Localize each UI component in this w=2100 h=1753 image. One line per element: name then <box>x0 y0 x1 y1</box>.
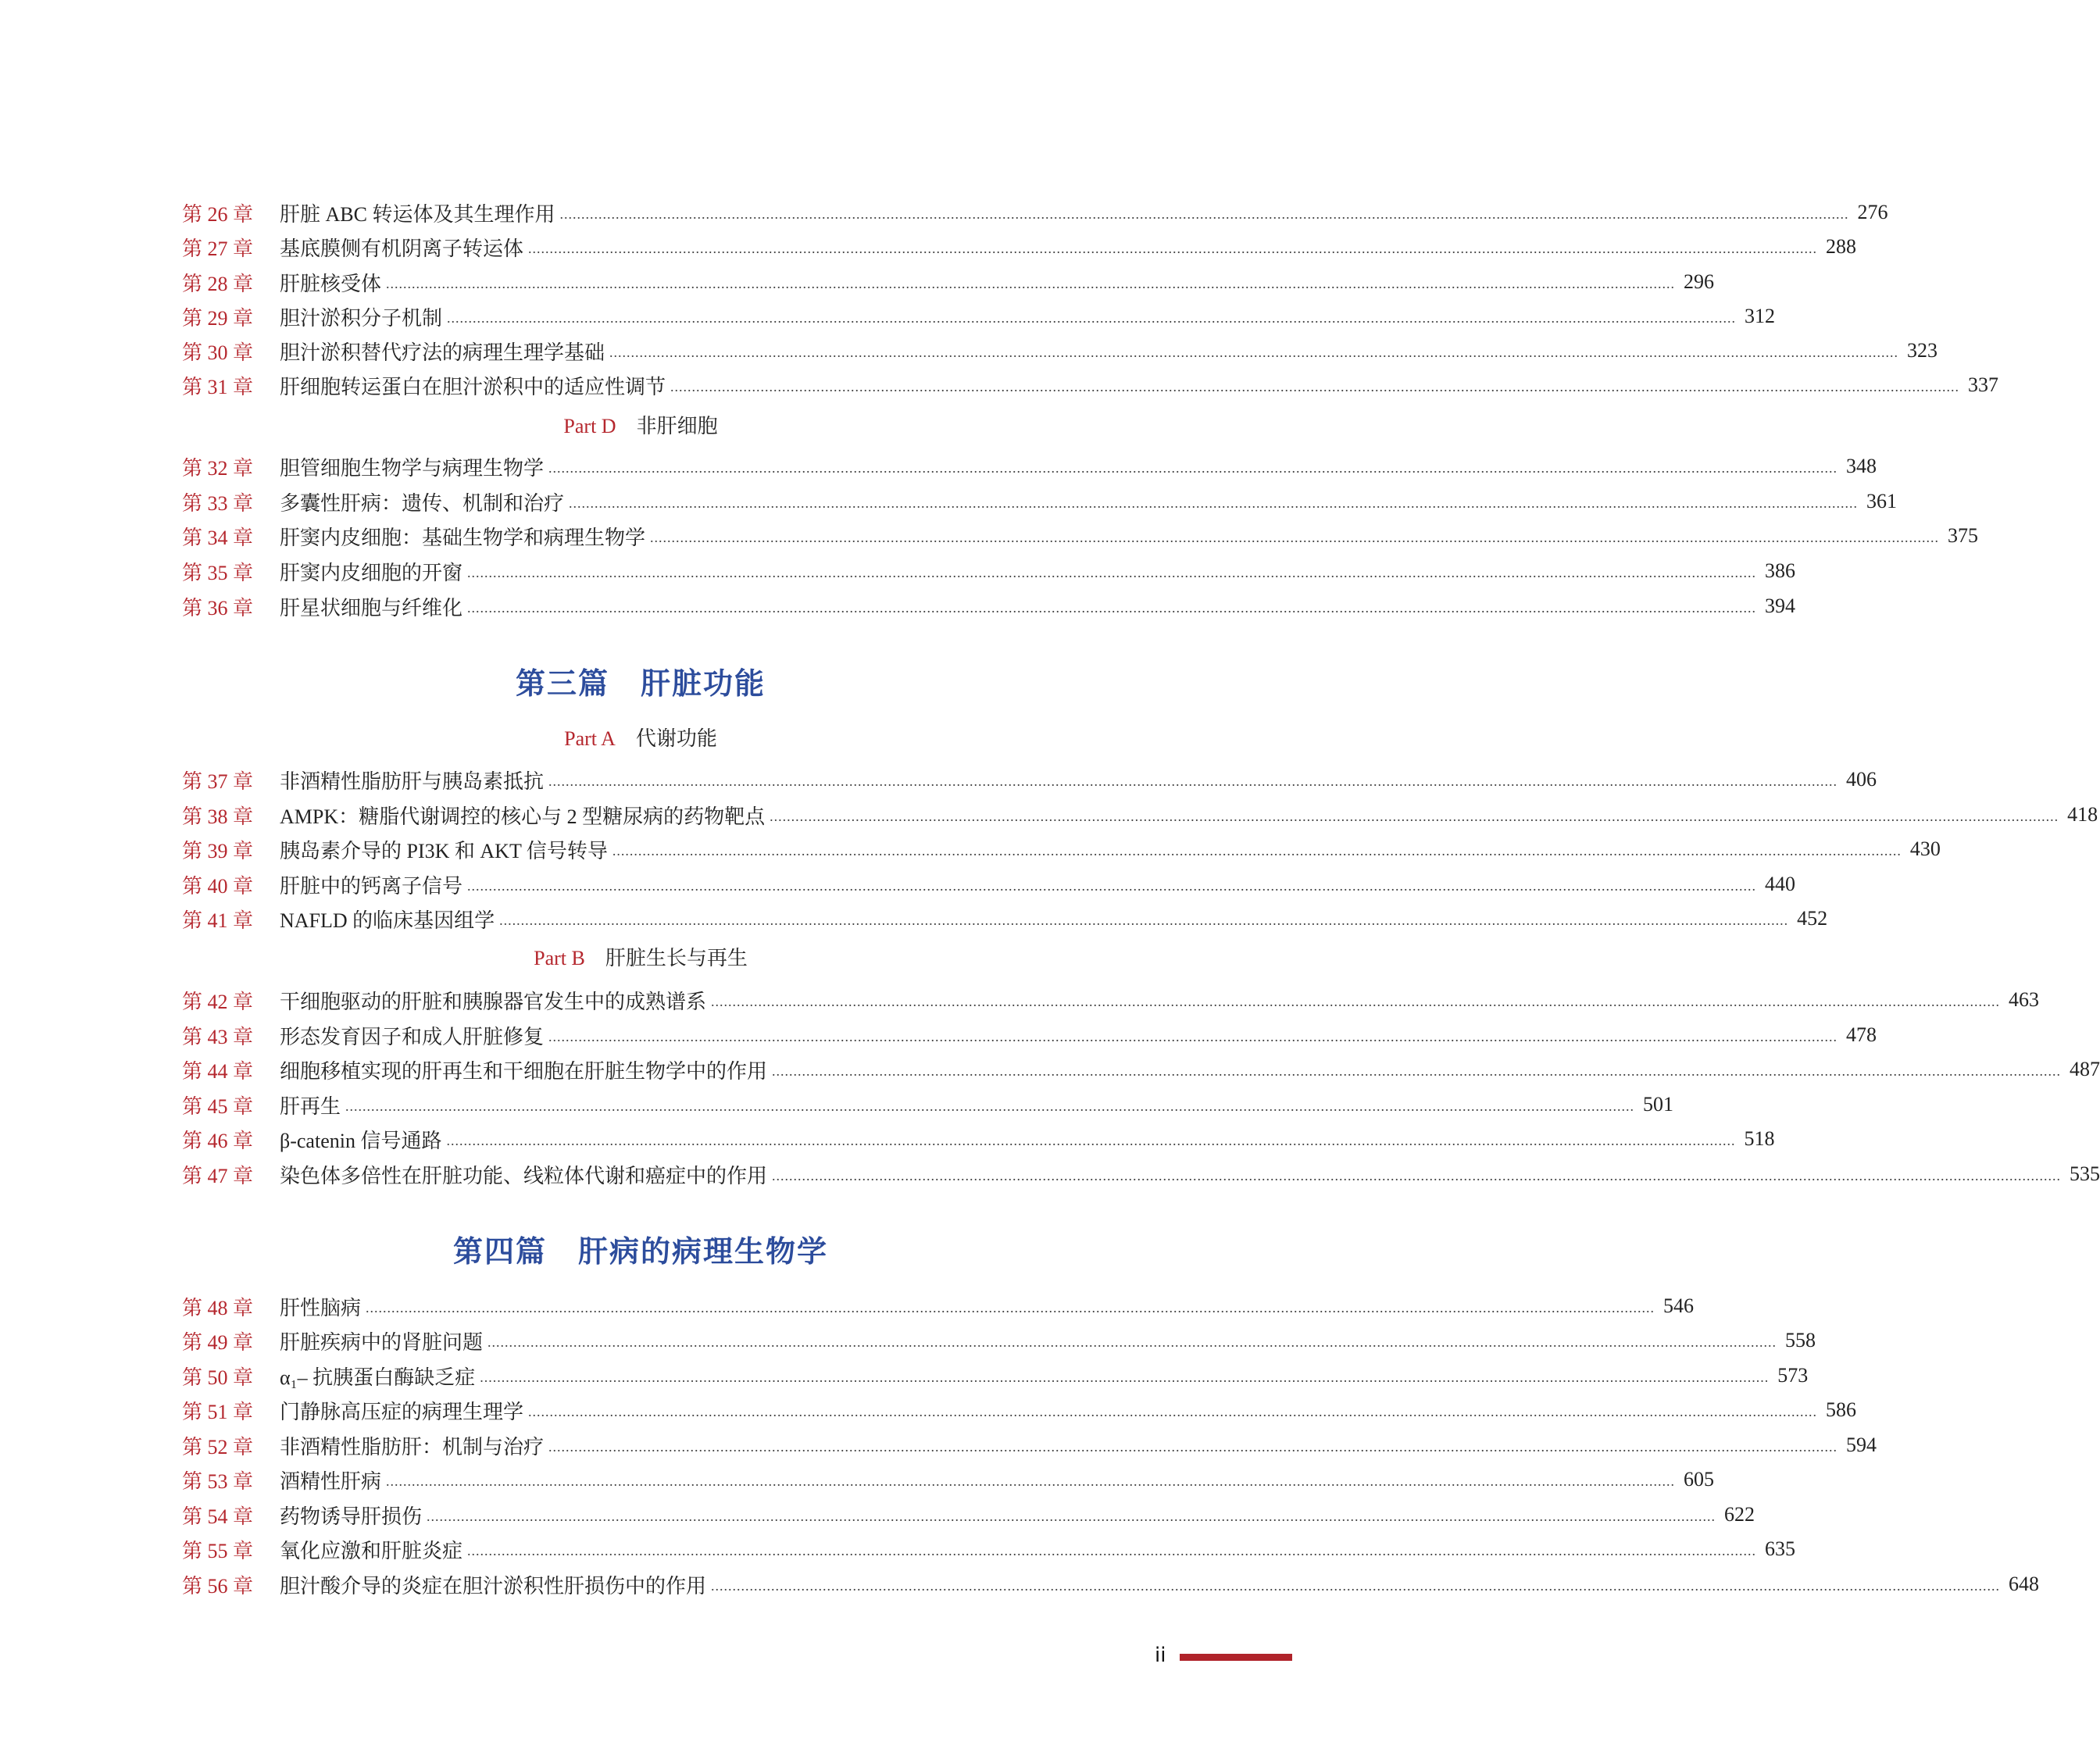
footer-accent-bar <box>1180 1654 1292 1661</box>
toc-entry[interactable] <box>182 197 1888 228</box>
chapter-title: β-catenin 信号通路 <box>280 1129 442 1152</box>
chapter-title: 肝脏核受体 <box>280 272 382 295</box>
page-ref: 375 <box>1948 524 1979 547</box>
toc-entry[interactable] <box>182 591 1796 622</box>
chapter-number: 第 31 章 <box>182 375 254 398</box>
chapter-number: 第 35 章 <box>182 561 254 584</box>
toc-entry[interactable] <box>182 1054 2100 1085</box>
dot-leader: ............................................................................................................................................................................................................................................................................................................ <box>345 1098 1635 1114</box>
page-ref: 535 <box>2070 1162 2100 1185</box>
chapter-number: 第 47 章 <box>182 1164 254 1187</box>
dot-leader: ............................................................................................................................................................................................................................................................................................................ <box>772 1062 2062 1079</box>
page-ref: 337 <box>1968 373 1999 396</box>
chapter-number: 第 32 章 <box>182 456 254 480</box>
dot-leader: ............................................................................................................................................................................................................................................................................................................ <box>467 1542 1757 1558</box>
toc-entry[interactable] <box>182 266 1715 298</box>
chapter-title: NAFLD 的临床基因组学 <box>280 909 495 932</box>
chapter-number: 第 26 章 <box>182 202 254 226</box>
part-heading <box>182 943 1099 974</box>
chapter-number: 第 29 章 <box>182 306 254 330</box>
chapter-number: 第 45 章 <box>182 1094 254 1118</box>
chapter-title: α₁– 抗胰蛋白酶缺乏症 <box>280 1366 476 1389</box>
dot-leader: ............................................................................................................................................................................................................................................................................................................ <box>467 599 1757 616</box>
chapter-title: 肝脏疾病中的肾脏问题 <box>280 1330 484 1354</box>
chapter-number: 第 46 章 <box>182 1129 254 1152</box>
dot-leader: ............................................................................................................................................................................................................................................................................................................ <box>528 240 1818 256</box>
page-ref: 501 <box>1643 1093 1674 1116</box>
toc-entry[interactable] <box>182 1499 1755 1530</box>
part-heading <box>182 723 1099 755</box>
page-ref: 440 <box>1765 873 1796 895</box>
chapter-number: 第 28 章 <box>182 272 254 295</box>
dot-leader: ............................................................................................................................................................................................................................................................................................................ <box>770 808 2059 824</box>
chapter-number: 第 48 章 <box>182 1296 254 1319</box>
chapter-number: 第 55 章 <box>182 1539 254 1562</box>
page-ref: 348 <box>1846 455 1877 477</box>
dot-leader: ............................................................................................................................................................................................................................................................................................................ <box>548 459 1838 476</box>
toc-entry[interactable] <box>182 1019 1877 1051</box>
toc-entry[interactable] <box>182 984 2040 1016</box>
chapter-title: 胆汁淤积替代疗法的病理生理学基础 <box>280 341 605 364</box>
dot-leader: ............................................................................................................................................................................................................................................................................................................ <box>650 529 1940 545</box>
chapter-title: 非酒精性脂肪肝：机制与治疗 <box>280 1435 545 1458</box>
page-ref: 276 <box>1857 201 1888 223</box>
chapter-number: 第 54 章 <box>182 1505 254 1528</box>
dot-leader: ............................................................................................................................................................................................................................................................................................................ <box>612 842 1902 859</box>
toc-entry[interactable] <box>182 1325 1816 1356</box>
chapter-title: 肝性脑病 <box>280 1296 362 1319</box>
chapter-title: 基底膜侧有机阴离子转运体 <box>280 237 524 260</box>
dot-leader: ............................................................................................................................................................................................................................................................................................................ <box>488 1333 1777 1350</box>
part-label: Part D <box>563 415 616 437</box>
chapter-number: 第 53 章 <box>182 1469 254 1493</box>
chapter-number: 第 41 章 <box>182 909 254 932</box>
part-label: Part B <box>534 947 585 969</box>
dot-leader: ............................................................................................................................................................................................................................................................................................................ <box>499 912 1789 928</box>
chapter-title: 胆管细胞生物学与病理生物学 <box>280 456 545 480</box>
chapter-number: 第 34 章 <box>182 526 254 549</box>
section-title: 肝病的病理生物学 <box>578 1236 829 1269</box>
chapter-title: 肝脏 ABC 转运体及其生理作用 <box>280 202 555 226</box>
page-ref: 430 <box>1909 837 1941 860</box>
part-label: Part A <box>564 727 616 750</box>
page-ref: 518 <box>1744 1127 1775 1150</box>
dot-leader: ............................................................................................................................................................................................................................................................................................................ <box>427 1508 1716 1524</box>
page-ref: 622 <box>1724 1503 1755 1526</box>
chapter-title: 细胞移植实现的肝再生和干细胞在肝脏生物学中的作用 <box>280 1059 768 1083</box>
toc-entry[interactable] <box>182 335 1938 366</box>
page-ref: 558 <box>1785 1329 1816 1351</box>
chapter-title: 肝脏中的钙离子信号 <box>280 874 463 898</box>
page-ref: 323 <box>1907 339 1938 362</box>
chapter-title: 胰岛素介导的 PI3K 和 AKT 信号转导 <box>280 839 608 862</box>
chapter-title: 形态发育因子和成人肝脏修复 <box>280 1025 545 1048</box>
chapter-title: AMPK：糖脂代谢调控的核心与 2 型糖尿病的药物靶点 <box>280 805 766 828</box>
chapter-title: 多囊性肝病：遗传、机制和治疗 <box>280 491 565 515</box>
toc-entry[interactable] <box>182 486 1898 517</box>
page-ref: 648 <box>2009 1573 2040 1595</box>
dot-leader: ............................................................................................................................................................................................................................................................................................................ <box>711 1577 2001 1594</box>
dot-leader: ............................................................................................................................................................................................................................................................................................................ <box>559 205 1849 222</box>
toc-entry[interactable] <box>182 370 1999 401</box>
toc-entry[interactable] <box>182 1291 1695 1322</box>
toc-entry[interactable] <box>182 555 1796 587</box>
chapter-number: 第 36 章 <box>182 596 254 619</box>
dot-leader: ............................................................................................................................................................................................................................................................................................................ <box>772 1167 2062 1184</box>
toc-entry[interactable] <box>182 1569 2040 1600</box>
page-ref: 573 <box>1777 1364 1809 1387</box>
chapter-title: 肝细胞转运蛋白在胆汁淤积中的适应性调节 <box>280 375 666 398</box>
chapter-number: 第 51 章 <box>182 1400 254 1423</box>
page-ref: 594 <box>1846 1433 1877 1456</box>
chapter-title: 干细胞驱动的肝脏和胰腺器官发生中的成熟谱系 <box>280 990 707 1013</box>
chapter-number: 第 40 章 <box>182 874 254 898</box>
section-label: 第四篇 <box>452 1236 547 1269</box>
chapter-number: 第 56 章 <box>182 1574 254 1598</box>
dot-leader: ............................................................................................................................................................................................................................................................................................................ <box>446 1132 1736 1148</box>
toc-entry[interactable] <box>182 1533 1796 1565</box>
dot-leader: ............................................................................................................................................................................................................................................................................................................ <box>711 993 2001 1009</box>
dot-leader: ............................................................................................................................................................................................................................................................................................................ <box>609 344 1899 360</box>
section-heading <box>182 662 1099 706</box>
chapter-number: 第 44 章 <box>182 1059 254 1083</box>
page-ref: 312 <box>1745 305 1776 327</box>
page-ref: 452 <box>1797 907 1828 930</box>
page-ref: 478 <box>1846 1023 1877 1046</box>
dot-leader: ............................................................................................................................................................................................................................................................................................................ <box>548 1028 1838 1044</box>
dot-leader: ............................................................................................................................................................................................................................................................................................................ <box>467 564 1757 580</box>
toc-entry[interactable] <box>182 903 1828 934</box>
chapter-title: 肝窦内皮细胞的开窗 <box>280 561 463 584</box>
dot-leader: ............................................................................................................................................................................................................................................................................................................ <box>386 1473 1676 1489</box>
toc-entry[interactable] <box>182 1123 1775 1155</box>
dot-leader: ............................................................................................................................................................................................................................................................................................................ <box>670 378 1960 395</box>
page-ref: 546 <box>1663 1294 1695 1317</box>
dot-leader: ............................................................................................................................................................................................................................................................................................................ <box>447 309 1737 326</box>
section-title: 肝脏功能 <box>641 668 766 701</box>
chapter-title: 胆汁淤积分子机制 <box>280 306 443 330</box>
page-ref: 288 <box>1826 235 1857 258</box>
chapter-title: 肝再生 <box>280 1094 341 1118</box>
part-title: 代谢功能 <box>635 727 717 750</box>
part-heading <box>182 411 1099 442</box>
chapter-title: 染色体多倍性在肝脏功能、线粒体代谢和癌症中的作用 <box>280 1164 768 1187</box>
toc-entry[interactable] <box>182 799 2098 830</box>
toc-entry[interactable] <box>182 520 1979 552</box>
toc-entry[interactable] <box>182 834 1941 865</box>
section-heading <box>182 1230 1099 1274</box>
chapter-title: 胆汁酸介导的炎症在胆汁淤积性肝损伤中的作用 <box>280 1574 707 1598</box>
page-ref: 296 <box>1684 270 1715 293</box>
chapter-title: 非酒精性脂肪肝与胰岛素抵抗 <box>280 769 545 793</box>
toc-entry[interactable] <box>182 301 1776 332</box>
chapter-title: 肝星状细胞与纤维化 <box>280 596 463 619</box>
chapter-number: 第 52 章 <box>182 1435 254 1458</box>
toc-entry[interactable] <box>182 451 1877 482</box>
page-number: ii <box>1155 1644 1166 1667</box>
toc-entry[interactable] <box>182 231 1857 262</box>
page-ref: 586 <box>1826 1398 1857 1421</box>
part-title: 非肝细胞 <box>636 415 718 437</box>
dot-leader: ............................................................................................................................................................................................................................................................................................................ <box>480 1369 1770 1385</box>
toc-entry[interactable] <box>182 869 1796 900</box>
chapter-number: 第 30 章 <box>182 341 254 364</box>
dot-leader: ............................................................................................................................................................................................................................................................................................................ <box>366 1299 1655 1316</box>
toc-entry[interactable] <box>182 764 1877 795</box>
page-ref: 406 <box>1846 768 1877 791</box>
toc-entry[interactable] <box>182 1159 2100 1190</box>
toc-entry[interactable] <box>182 1360 1809 1391</box>
chapter-number: 第 39 章 <box>182 839 254 862</box>
chapter-number: 第 38 章 <box>182 805 254 828</box>
dot-leader: ............................................................................................................................................................................................................................................................................................................ <box>467 877 1757 894</box>
chapter-number: 第 49 章 <box>182 1330 254 1354</box>
chapter-title: 氧化应激和肝脏炎症 <box>280 1539 463 1562</box>
dot-leader: ............................................................................................................................................................................................................................................................................................................ <box>569 494 1859 511</box>
page-ref: 418 <box>2067 803 2098 826</box>
chapter-number: 第 50 章 <box>182 1366 254 1389</box>
page-ref: 394 <box>1765 594 1796 617</box>
chapter-title: 药物诱导肝损伤 <box>280 1505 423 1528</box>
dot-leader: ............................................................................................................................................................................................................................................................................................................ <box>548 1438 1838 1455</box>
dot-leader: ............................................................................................................................................................................................................................................................................................................ <box>548 773 1838 789</box>
page-ref: 605 <box>1684 1468 1715 1491</box>
toc-entry[interactable] <box>182 1464 1715 1495</box>
page-ref: 487 <box>2070 1058 2100 1080</box>
chapter-title: 酒精性肝病 <box>280 1469 382 1493</box>
part-title: 肝脏生长与再生 <box>605 947 748 969</box>
section-label: 第三篇 <box>515 668 609 701</box>
page-ref: 635 <box>1765 1537 1796 1560</box>
dot-leader: ............................................................................................................................................................................................................................................................................................................ <box>528 1403 1818 1419</box>
chapter-title: 门静脉高压症的病理生理学 <box>280 1400 524 1423</box>
page-ref: 386 <box>1765 559 1796 582</box>
chapter-number: 第 42 章 <box>182 990 254 1013</box>
toc-entry[interactable] <box>182 1430 1877 1461</box>
chapter-number: 第 27 章 <box>182 237 254 260</box>
chapter-number: 第 37 章 <box>182 769 254 793</box>
page-ref: 463 <box>2009 988 2040 1011</box>
toc-entry[interactable] <box>182 1394 1857 1426</box>
chapter-number: 第 33 章 <box>182 491 254 515</box>
toc-entry[interactable] <box>182 1089 1674 1120</box>
chapter-title: 肝窦内皮细胞：基础生物学和病理生物学 <box>280 526 646 549</box>
dot-leader: ............................................................................................................................................................................................................................................................................................................ <box>386 275 1676 291</box>
chapter-number: 第 43 章 <box>182 1025 254 1048</box>
page-ref: 361 <box>1866 490 1898 512</box>
